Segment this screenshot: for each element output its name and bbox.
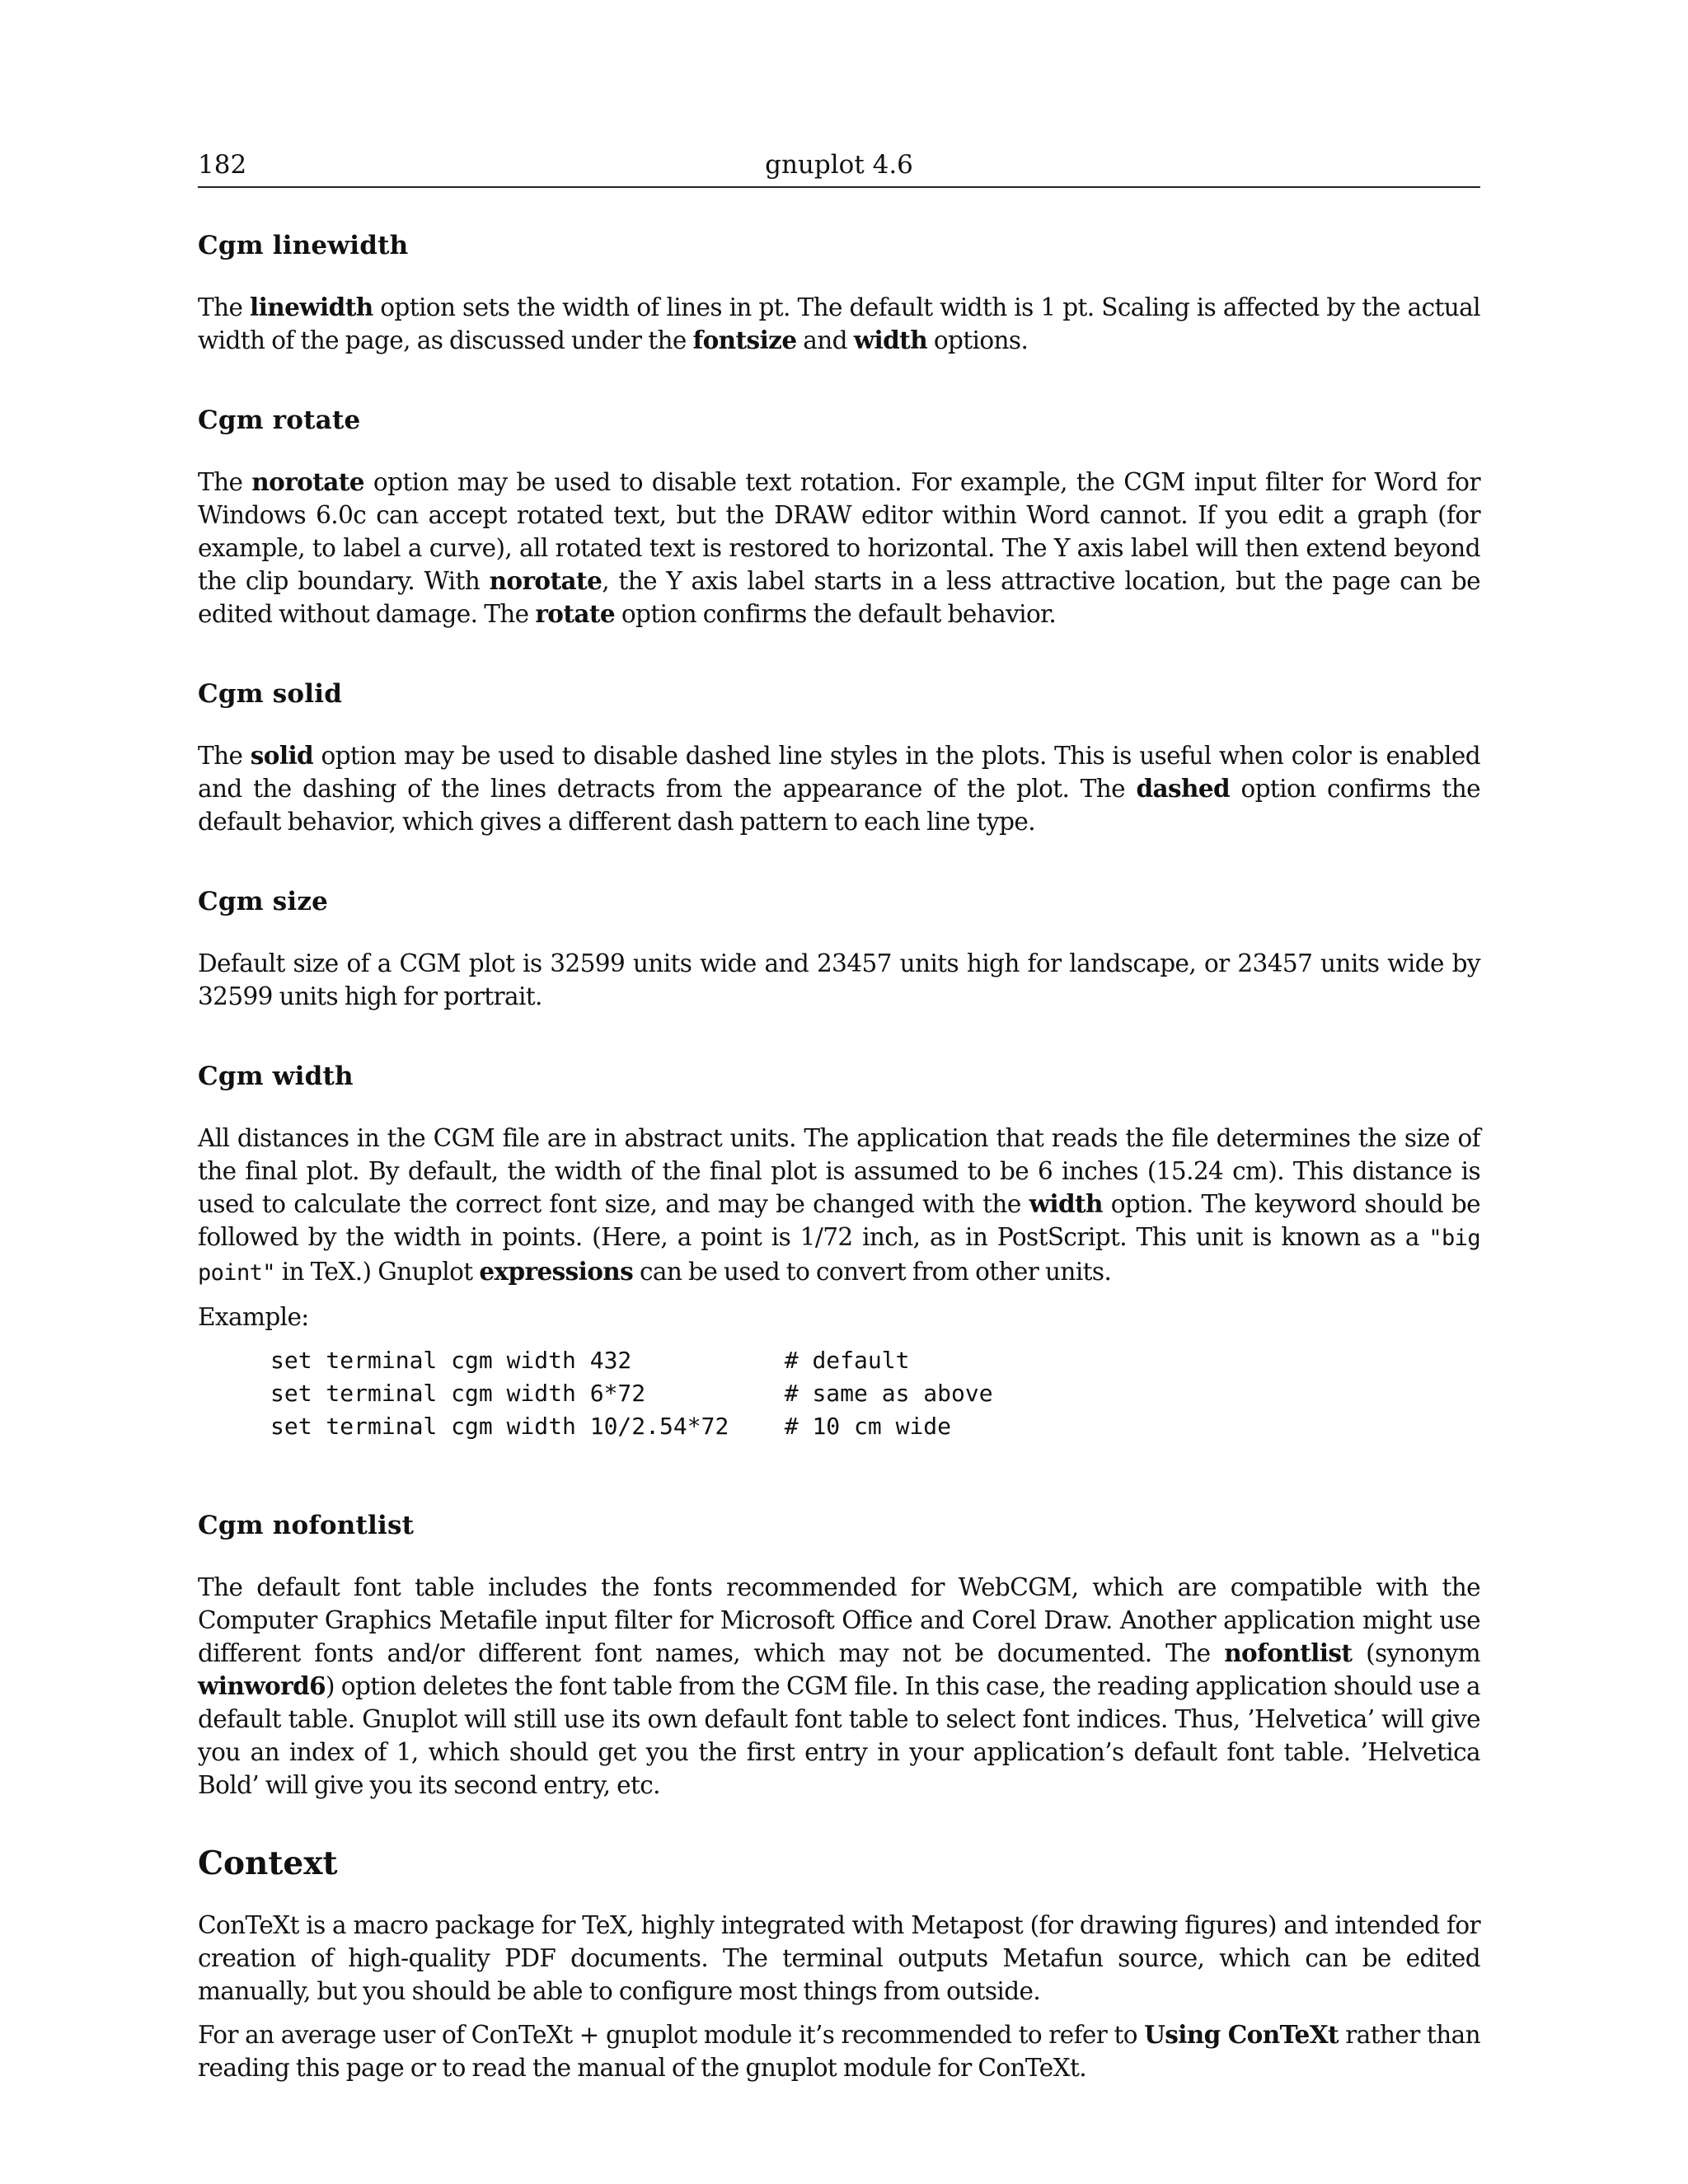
paragraph-width: All distances in the CGM file are in abstract units. The application that reads the file determines the size of the final plot. By default, the width of the final plot is assumed to be 6 inches (15.24 cm). This distance is used to calculate the correct font size, and may be changed with the width option. The keyword should be followed by the width in points. (Here, a point is 1/72 inch, as in PostScript. This unit is known as a "big point" in TeX.) Gnuplot expressions can be used to convert from other units.	[198, 1124, 1480, 1286]
section-heading-solid: Cgm solid	[198, 679, 343, 709]
document-title: gnuplot 4.6	[765, 150, 913, 180]
paragraph-nofontlist: The default font table includes the fonts recommended for WebCGM, which are compatible with the Computer Graphics Metafile input filter for Microsoft Office and Corel Draw. Another application might use different fonts and/or different font names, which may not be documented. The nofontlist (synonym winword6) option deletes the font table from the CGM file. In this case, the reading application should use a default table. Gnuplot will still use its own default font table to select font indices. Thus, ’Helvetica’ will give you an index of 1, which should get you the first entry in your application’s default font table. ’Helvetica Bold’ will give you its second entry, etc.	[198, 1573, 1480, 1799]
section-heading-width: Cgm width	[198, 1062, 354, 1091]
paragraph-solid: The solid option may be used to disable dashed line styles in the plots. This is useful when color is enabled and the dashing of the lines detracts from the appearance of the plot. The dashed option confirms the default behavior, which gives a different dash pattern to each line type.	[198, 741, 1480, 836]
section-heading-size: Cgm size	[198, 887, 329, 916]
code-line: set terminal cgm width 6*72 # same as above	[270, 1380, 993, 1407]
code-line: set terminal cgm width 432 # default	[270, 1347, 910, 1374]
code-line: set terminal cgm width 10/2.54*72 # 10 cm wide	[270, 1413, 952, 1440]
section-heading-context: Context	[198, 1844, 338, 1882]
document-page	[198, 0, 1480, 2184]
paragraph-rotate: The norotate option may be used to disable text rotation. For example, the CGM input filter for Word for Windows 6.0c can accept rotated text, but the DRAW editor within Word cannot. If you edit a graph (for example, to label a curve), all rotated text is restored to horizontal. The Y axis label will then extend beyond the clip boundary. With norotate, the Y axis label starts in a less attractive location, but the page can be edited without damage. The rotate option confirms the default behavior.	[198, 467, 1480, 628]
example-label: Example:	[198, 1303, 309, 1331]
section-heading-rotate: Cgm rotate	[198, 405, 361, 435]
paragraph-context-2: For an average user of ConTeXt + gnuplot module it’s recommended to refer to Using ConTeXt rather than reading this page or to read the manual of the gnuplot module for ConTeXt.	[198, 2020, 1480, 2082]
paragraph-context-1: ConTeXt is a macro package for TeX, highly integrated with Metapost (for drawing figures) and intended for creation of high-quality PDF documents. The terminal outputs Metafun source, which can be edited manually, but you should be able to configure most things from outside.	[198, 1911, 1480, 2005]
page-number: 182	[198, 150, 247, 180]
running-header	[198, 148, 1480, 188]
paragraph-linewidth: The linewidth option sets the width of lines in pt. The default width is 1 pt. Scaling is affected by the actual width of the page, as discussed under the fontsize and width options.	[198, 293, 1480, 354]
paragraph-size: Default size of a CGM plot is 32599 units wide and 23457 units high for landscape, or 23457 units wide by 32599 units high for portrait.	[198, 949, 1480, 1010]
section-heading-linewidth: Cgm linewidth	[198, 231, 409, 260]
page-content	[198, 229, 1480, 2084]
section-heading-nofontlist: Cgm nofontlist	[198, 1511, 415, 1540]
code-block	[198, 1344, 1480, 1443]
